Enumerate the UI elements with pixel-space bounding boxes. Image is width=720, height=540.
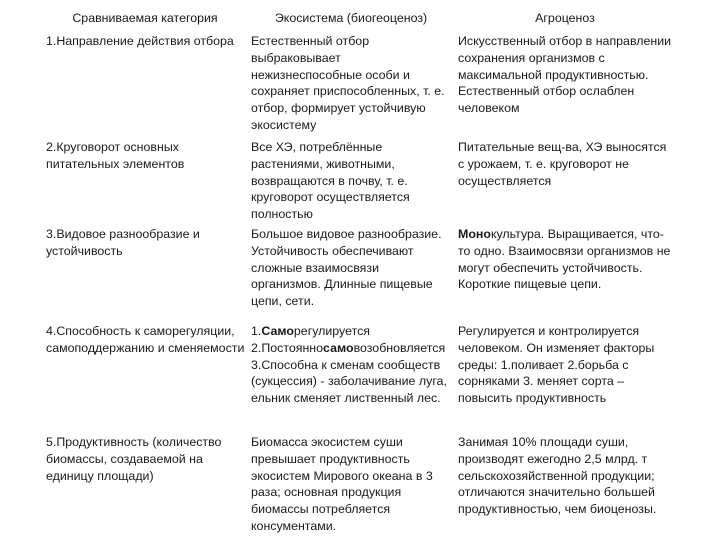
point1-text: регулируется [293, 324, 371, 338]
row3-agro-text: культура. Выращивается, что-то одно. Взаимосвязи организмов не могут обеспечить устойчивость. Короткие пищевые цепи. [458, 227, 671, 292]
row1-category: 1.Направление действия отбора [46, 34, 234, 48]
row2-category: 2.Круговорот основных питательных элементов [46, 140, 185, 171]
row2-ecosystem: Все ХЭ, потреблённые растениями, животными, возвращаются в почву, т. е. круговорот осуществляется полностью [251, 140, 410, 222]
row3-ecosystem: Большое видовое разнообразие. Устойчивость обеспечивают сложные взаимосвязи организмов. Длинные пищевые цепи, сети. [251, 227, 442, 309]
header-ecosystem: Экосистема (биогеоценоз) [274, 11, 428, 25]
point1-number: 1. [251, 324, 262, 338]
row3-category: 3.Видовое разнообразие и устойчивость [46, 227, 200, 258]
row1-ecosystem: Естественный отбор выбраковывает нежизнеспособные особи и сохраняет приспособленных, т. е. отбор, формирует устойчивую экосистему [251, 34, 445, 132]
row3-agrocenosis [458, 226, 673, 293]
samo-emphasis-2: само [323, 340, 354, 355]
row4-ecosystem [251, 323, 451, 407]
row2-agrocenosis: Питательные вещ-ва, ХЭ выносятся с урожаем, т. е. круговорот не осуществляется [458, 140, 667, 188]
row4-agrocenosis: Регулируется и контролируется человеком. Он изменяет факторы среды: 1.поливает 2.борьба с сорняками 3. меняет сорта – повысить продуктивность [458, 324, 655, 406]
row5-agrocenosis: Занимая 10% площади суши, производят ежегодно 2,5 млрд. т сельскохозяйственной продукции; отличаются значительно большей продуктивностью, чем биоценозы. [458, 435, 657, 517]
row5-ecosystem: Биомасса экосистем суши превышает продуктивность экосистем Мирового океана в 3 раза; основная продукция биомассы потребляется консументами. [251, 435, 433, 533]
point2-text: возобновляется 3.Способна к сменам сообществ (сукцессия) - заболачивание луга, ельник сменяет лиственный лес. [251, 340, 447, 406]
row5-category: 5.Продуктивность (количество биомассы, создаваемой на единицу площади) [46, 435, 222, 483]
row1-agrocenosis: Искусственный отбор в направлении сохранения организмов с максимальной продуктивностью. Естественный отбор ослаблен человеком [458, 34, 672, 116]
samo-emphasis-1: Само [261, 324, 294, 338]
mono-emphasis: Моно [458, 227, 491, 241]
header-category: Сравниваемая категория [72, 11, 218, 25]
point2-prefix: 2.Постоянно [251, 340, 324, 355]
header-agrocenosis: Агроценоз [535, 11, 595, 25]
row4-category: 4.Способность к саморегуляции, самоподдержанию и сменяемости [46, 324, 245, 355]
